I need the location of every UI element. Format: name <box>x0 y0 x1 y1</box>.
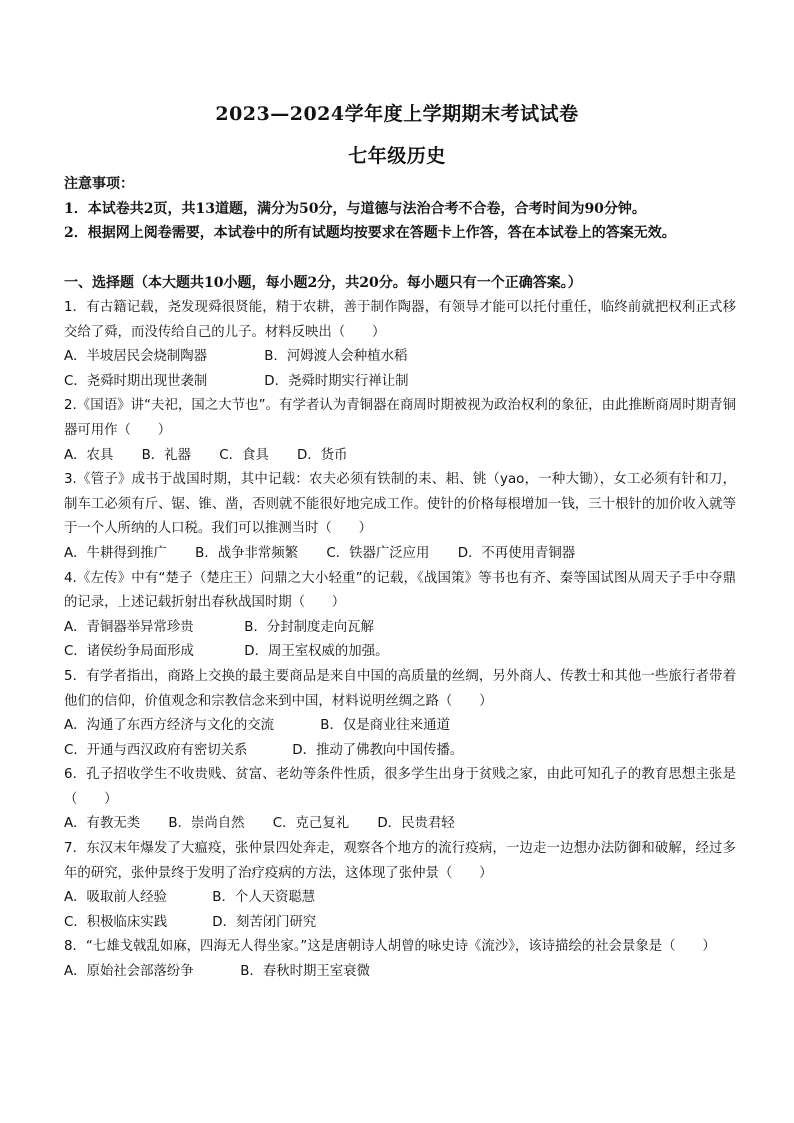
option-b: B．礼器 <box>141 447 191 463</box>
question-5 <box>64 665 736 763</box>
question-6 <box>64 763 736 837</box>
question-stem: 8．“七雄戈戟乱如麻，四海无人得坐家。”这是唐朝诗人胡曾的咏史诗《流沙》，该诗描绘的社会景象是（ ） <box>64 939 716 955</box>
exam-subject: 七年级历史 <box>348 145 446 167</box>
question-4 <box>64 567 736 665</box>
notes-heading: 注意事项： <box>64 176 134 192</box>
option-d: D．尧舜时期实行禅让制 <box>264 373 409 389</box>
question-stem: 1．有古籍记载，尧发现舜很贤能，精于农耕，善于制作陶器，有领导才能可以托付重任，临终前就把权利正式移交给了舜，而没传给自己的儿子。材料反映出（ ） <box>64 300 736 340</box>
option-d: D．不再使用青铜器 <box>457 545 576 561</box>
option-b: B．个人天资聪慧 <box>212 890 316 906</box>
question-8 <box>64 935 736 984</box>
option-row <box>64 542 736 567</box>
option-b: B．春秋时期王室衰微 <box>240 964 370 980</box>
option-row <box>64 886 736 911</box>
question-stem: 5．有学者指出，商路上交换的最主要商品是来自中国的高质量的丝绸，另外商人、传教士和其他一些旅行者带着他们的信仰，价值观念和宗教信念来到中国，材料说明丝绸之路（ ） <box>64 668 736 709</box>
option-b: B．战争非常频繁 <box>195 545 299 561</box>
option-b: B．崇尚自然 <box>168 816 245 832</box>
option-row <box>64 640 736 665</box>
option-row <box>64 960 736 985</box>
option-a: A．沟通了东西方经济与文化的交流 <box>64 718 275 734</box>
option-a: A．有教无类 <box>64 816 141 832</box>
note-item-1: 1．本试卷共2页，共13道题，满分为50分，与道德与法治合考不合卷，合考时间为90分钟。 <box>64 201 646 217</box>
option-row <box>64 911 736 936</box>
option-c: C．尧舜时期出现世袭制 <box>64 373 208 389</box>
option-c: C．积极临床实践 <box>64 914 168 930</box>
option-b: B．分封制度走向瓦解 <box>244 619 374 635</box>
option-row <box>64 714 736 739</box>
option-a: A．青铜器举异常珍贵 <box>64 619 194 635</box>
option-row <box>64 370 736 395</box>
option-row <box>64 444 736 469</box>
question-stem: 2.《国语》讲“夫祀，国之大节也”。有学者认为青铜器在商周时期被视为政治权利的象征，由此推断商周时期青铜器可用作（ ） <box>64 398 736 438</box>
option-a: A．半坡居民会烧制陶器 <box>64 349 208 365</box>
question-stem: 7．东汉末年爆发了大瘟疫，张仲景四处奔走，观察各个地方的流行疫病，一边走一边想办法防御和破解，经过多年的研究，张仲景终于发明了治疗疫病的方法，这体现了张仲景（ ） <box>64 841 736 881</box>
option-c: C．克己复礼 <box>272 816 350 832</box>
option-a: A．吸取前人经验 <box>64 890 167 906</box>
question-stem: 3.《管子》成书于战国时期，其中记载：农夫必须有铁制的耒、耜、铫（yao，一种大锄），女工必须有针和刀，制车工必须有斤、锯、锥、凿，否则就不能很好地完成工作。使针的价格每根增加一钱，三十根针的加价收入就等于一个人所纳的人口税。我们可以推测当时（ ） <box>64 472 736 537</box>
option-a: A．牛耕得到推广 <box>64 545 167 561</box>
option-b: B．河姆渡人会种植水稻 <box>264 349 408 365</box>
question-stem: 4.《左传》中有“楚子（楚庄王）问鼎之大小轻重”的记载，《战国策》等书也有齐、秦等国试图从周天子手中夺鼎的记录，上述记载折射出春秋战国时期（ ） <box>64 570 736 611</box>
question-1 <box>64 296 736 394</box>
option-c: C．食具 <box>219 447 269 463</box>
option-c: C．铁器广泛应用 <box>326 545 430 561</box>
question-7 <box>64 837 736 935</box>
option-d: D．周王室权威的加强。 <box>244 644 389 660</box>
option-row <box>64 812 736 837</box>
option-a: A．农具 <box>64 447 114 463</box>
option-c: C．诸侯纷争局面形成 <box>64 644 194 660</box>
option-row <box>64 616 736 641</box>
option-b: B．仅是商业往来通道 <box>320 718 450 734</box>
section-heading: 一、选择题（本大题共10小题，每小题2分，共20分。每小题只有一个正确答案。） <box>64 275 582 291</box>
exam-title: 2023—2024学年度上学期期末考试试卷 <box>215 103 579 125</box>
option-d: D．刻苦闭门研究 <box>212 914 317 930</box>
question-2 <box>64 394 736 468</box>
option-a: A．原始社会部落纷争 <box>64 964 194 980</box>
question-3 <box>64 468 736 566</box>
option-d: D．推动了佛教向中国传播。 <box>292 742 464 758</box>
question-stem: 6．孔子招收学生不收贵贱、贫富、老幼等条件性质，很多学生出身于贫贱之家，由此可知孔子的教育思想主张是（ ） <box>64 767 736 807</box>
option-row <box>64 345 736 370</box>
question-list <box>64 296 736 985</box>
note-item-2: 2．根据网上阅卷需要，本试卷中的所有试题均按要求在答题卡上作答，答在本试卷上的答案无效。 <box>64 225 676 241</box>
option-c: C．开通与西汉政府有密切关系 <box>64 742 248 758</box>
option-d: D．民贵君轻 <box>377 816 455 832</box>
option-d: D．货币 <box>297 447 348 463</box>
option-row <box>64 739 736 764</box>
